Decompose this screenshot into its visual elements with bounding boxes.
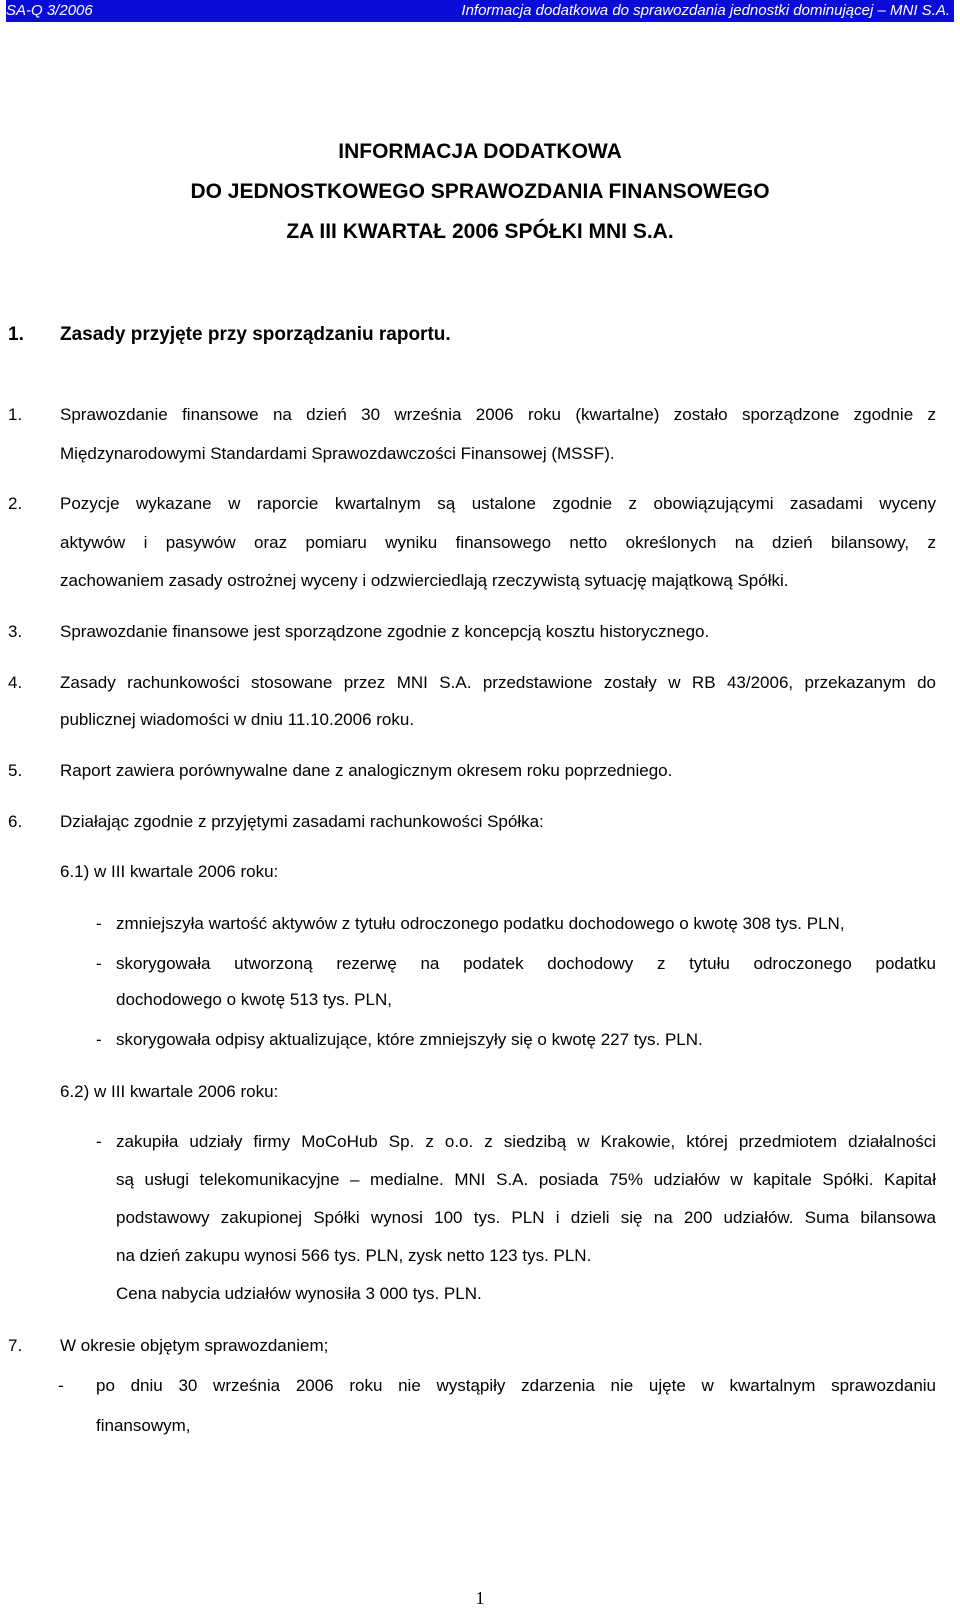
item-6-line-1: Działając zgodnie z przyjętymi zasadami rachunkowości Spółka: — [60, 812, 544, 831]
section-number: 1. — [8, 324, 24, 345]
item-7-bullet-1-line-1: po dniu 30 września 2006 roku nie wystąpiły zdarzenia nie ujęte w kwartalnym sprawozdaniu — [96, 1376, 936, 1395]
bullet-dash: - — [96, 914, 102, 933]
item-5-number: 5. — [8, 761, 23, 780]
item-7-line-1: W okresie objętym sprawozdaniem; — [60, 1336, 329, 1355]
item-4-line-1: Zasady rachunkowości stosowane przez MNI S.A. przedstawione zostały w RB 43/2006, przekazanym do — [60, 673, 936, 692]
document-title — [0, 132, 960, 252]
s61-bullet-2-line-1: skorygowała utworzoną rezerwę na podatek dochodowy z tytułu odroczonego podatku — [116, 954, 936, 973]
title-line-1: INFORMACJA DODATKOWA — [338, 140, 622, 163]
title-line-3: ZA III KWARTAŁ 2006 SPÓŁKI MNI S.A. — [286, 220, 674, 243]
item-4-number: 4. — [8, 673, 23, 692]
item-7-number: 7. — [8, 1336, 23, 1355]
item-2-line-1: Pozycje wykazane w raporcie kwartalnym są ustalone zgodnie z obowiązującymi zasadami wyceny — [60, 494, 936, 513]
item-1-number: 1. — [8, 405, 23, 424]
item-3-line-1: Sprawozdanie finansowe jest sporządzone zgodnie z koncepcją kosztu historycznego. — [60, 622, 710, 641]
item-5-line-1: Raport zawiera porównywalne dane z analogicznym okresem roku poprzedniego. — [60, 761, 673, 780]
page-header-bar — [6, 0, 954, 22]
bullet-dash: - — [96, 1132, 102, 1151]
s61-bullet-3: skorygowała odpisy aktualizujące, które zmniejszyły się o kwotę 227 tys. PLN. — [116, 1030, 703, 1049]
s62-bullet-1-line-2: są usługi telekomunikacyjne – medialne. MNI S.A. posiada 75% udziałów w kapitale Spółki. Kapitał — [116, 1170, 936, 1189]
s62-bullet-1-line-5: Cena nabycia udziałów wynosiła 3 000 tys. PLN. — [116, 1284, 482, 1303]
s61-bullet-2-line-2: dochodowego o kwotę 513 tys. PLN, — [116, 990, 392, 1009]
item-1-line-2: Międzynarodowymi Standardami Sprawozdawczości Finansowej (MSSF). — [60, 444, 615, 463]
item-2-number: 2. — [8, 494, 23, 513]
subsection-6-1-heading: 6.1) w III kwartale 2006 roku: — [60, 862, 279, 881]
item-6-number: 6. — [8, 812, 23, 831]
item-2-line-2: aktywów i pasywów oraz pomiaru wyniku finansowego netto określonych na dzień bilansowy, z — [60, 533, 936, 552]
s62-bullet-1-line-4: na dzień zakupu wynosi 566 tys. PLN, zysk netto 123 tys. PLN. — [116, 1246, 592, 1265]
item-3-number: 3. — [8, 622, 23, 641]
item-4-line-2: publicznej wiadomości w dniu 11.10.2006 roku. — [60, 710, 415, 729]
s61-bullet-1: zmniejszyła wartość aktywów z tytułu odroczonego podatku dochodowego o kwotę 308 tys. PLN, — [116, 914, 845, 933]
item-1-line-1: Sprawozdanie finansowe na dzień 30 września 2006 roku (kwartalne) zostało sporządzone zgodnie z — [60, 405, 936, 424]
subsection-6-2-heading: 6.2) w III kwartale 2006 roku: — [60, 1082, 279, 1101]
bullet-dash: - — [96, 1030, 102, 1049]
page-number: 1 — [475, 1588, 485, 1608]
header-description: Informacja dodatkowa do sprawozdania jednostki dominującej – MNI S.A. — [461, 2, 950, 19]
item-2-line-3: zachowaniem zasady ostrożnej wyceny i odzwierciedlają rzeczywistą sytuację majątkową Spółki. — [60, 571, 789, 590]
title-line-2: DO JEDNOSTKOWEGO SPRAWOZDANIA FINANSOWEGO — [190, 180, 770, 203]
s62-bullet-1-line-1: zakupiła udziały firmy MoCoHub Sp. z o.o. z siedzibą w Krakowie, której przedmiotem działalności — [116, 1132, 936, 1151]
s62-bullet-1-line-3: podstawowy zakupionej Spółki wynosi 100 tys. PLN i dzieli się na 200 udziałów. Suma bilansowa — [116, 1208, 936, 1227]
section-title: Zasady przyjęte przy sporządzaniu raportu. — [60, 324, 451, 345]
bullet-dash: - — [96, 954, 102, 973]
item-7-bullet-1-line-2: finansowym, — [96, 1416, 191, 1435]
bullet-dash: - — [58, 1376, 64, 1395]
header-report-code: SA-Q 3/2006 — [6, 2, 93, 19]
